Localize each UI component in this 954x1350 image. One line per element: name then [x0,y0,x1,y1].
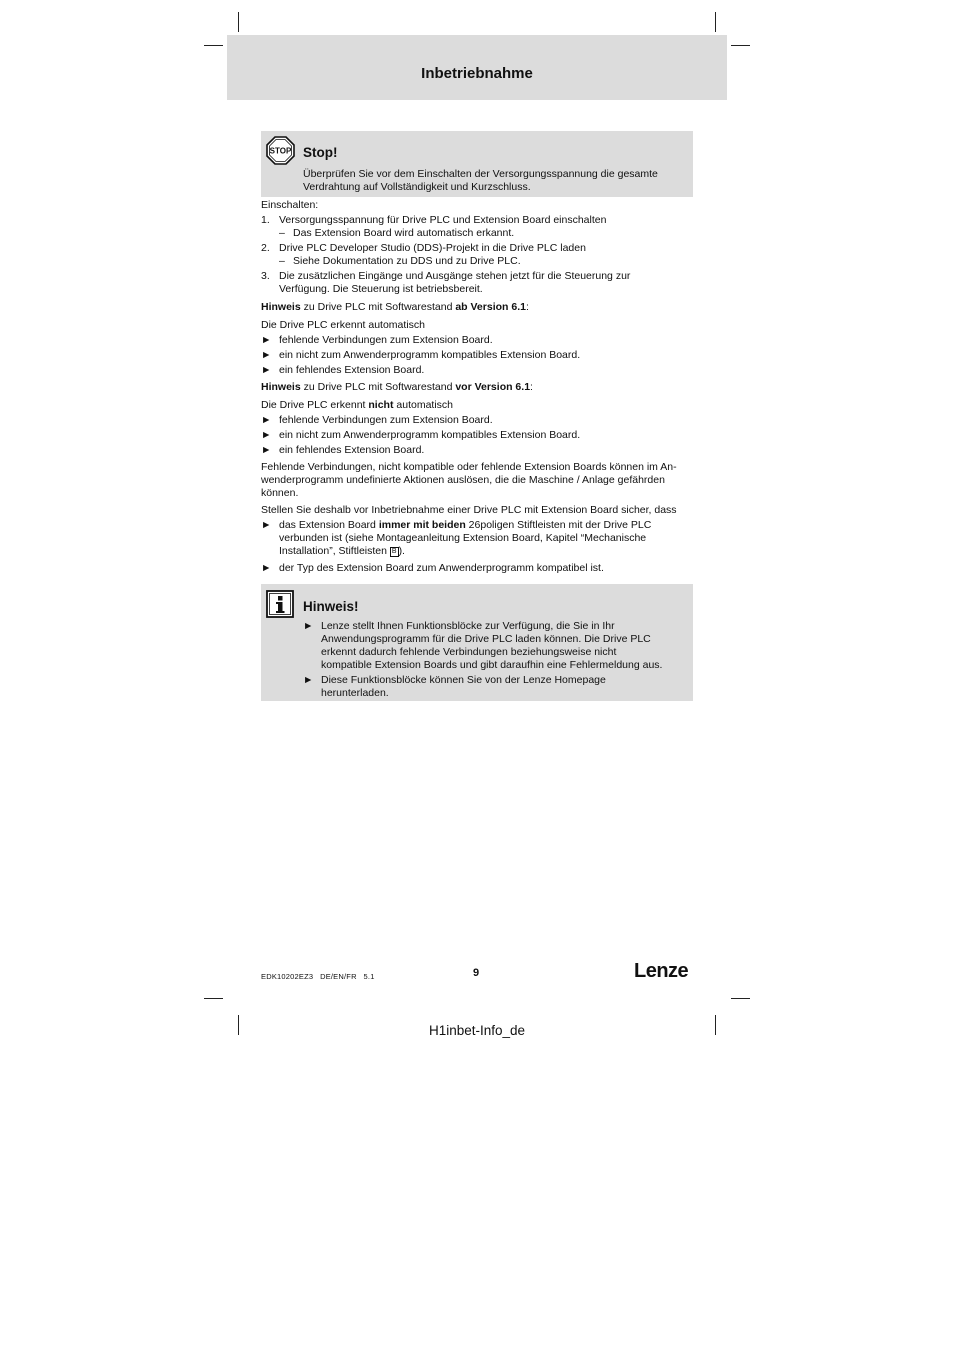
hint-vor-intro-bold: nicht [368,399,394,411]
step-text-line-2: Verfügung. Die Steuerung ist betriebsbereit. [279,283,483,295]
bullet-marker: ► [303,620,314,632]
stop-sign-icon [266,136,295,165]
crop-mark-top-left-h [204,45,223,46]
bullet-marker: ► [261,349,272,361]
list-item-text: fehlende Verbindungen zum Extension Board. [279,334,493,346]
hint-ab-bold-1: Hinweis [261,301,301,313]
step-text-line-1: Die zusätzlichen Eingänge und Ausgänge stehen jetzt für die Steuerung zur [279,270,631,282]
ensure-item-1-line-3: Installation”, Stiftleisten [279,545,390,557]
hint-vor-mid: zu Drive PLC mit Softwarestand [300,381,456,393]
list-item [303,620,683,672]
stop-warning-box [261,131,693,197]
info-item-1-line-3: erkennt dadurch fehlende Verbindungen beziehungsweise nicht [321,646,617,658]
stop-title: Stop! [303,145,338,160]
list-item-text: fehlende Verbindungen zum Extension Board. [279,414,493,426]
bullet-marker: ► [261,364,272,376]
step-text: Versorgungsspannung für Drive PLC und Extension Board einschalten [279,214,607,226]
step-2-sub [261,255,693,268]
step-number: 3. [261,270,270,282]
list-item-text: ein nicht zum Anwenderprogramm kompatibles Extension Board. [279,429,581,441]
warning-line-1: Fehlende Verbindungen, nicht kompatible oder fehlende Extension Boards können im An- [261,461,677,473]
list-item [261,364,693,377]
info-item-1-line-4: kompatible Extension Boards und gibt daraufhin eine Fehlermeldung aus. [321,659,663,671]
list-item-text: ein nicht zum Anwenderprogramm kompatibles Extension Board. [279,349,581,361]
info-icon [266,590,294,618]
list-item [261,429,693,442]
info-hint-box [261,584,693,701]
step-3 [261,270,693,296]
hint-ab-intro: Die Drive PLC erkennt automatisch [261,319,425,331]
chapter-header [227,35,727,100]
bullet-marker: ► [261,562,272,574]
hint-vor-end: : [530,381,533,393]
step-sub-text: Das Extension Board wird automatisch erkannt. [293,227,515,239]
hint-vor-intro-b: automatisch [393,399,453,411]
crop-mark-top-left-v [238,12,239,32]
bullet-marker: ► [261,519,272,531]
step-1-sub [261,227,693,240]
list-item-text: ein fehlendes Extension Board. [279,364,425,376]
list-item-text: ein fehlendes Extension Board. [279,444,425,456]
stop-text-line-1: Überprüfen Sie vor dem Einschalten der Versorgungsspannung die gesamte [303,168,658,180]
bullet-marker: ► [261,444,272,456]
info-item-1-line-1: Lenze stellt Ihnen Funktionsblöcke zur Verfügung, die Sie in Ihr [321,620,615,632]
stop-sign-text: STOP [269,146,292,156]
bullet-marker: ► [261,429,272,441]
crop-mark-bottom-right-h [731,998,750,999]
main-content [261,199,693,575]
list-item [261,519,693,558]
einschalten-label: Einschalten: [261,199,319,211]
lenze-logo: Lenze [634,960,689,982]
page-title: Inbetriebnahme [421,65,533,82]
warning-paragraph [261,461,693,500]
hint-vor-bold-2: vor Version 6.1 [455,381,531,393]
figure-ref-badge: B [391,548,397,555]
info-item-2-line-1: Diese Funktionsblöcke können Sie von der Lenze Homepage [321,674,606,686]
hint-ab-end: : [525,301,529,313]
ensure-item-1-b: 26poligen Stiftleisten mit der Drive PLC [465,519,652,531]
ensure-item-1-bold: immer mit beiden [378,519,466,531]
info-title: Hinweis! [303,599,359,614]
ensure-item-1-a: das Extension Board [279,519,379,531]
page-number: 9 [472,967,480,979]
document-code: EDK10202EZ3 DE/EN/FR 5.1 [261,972,375,981]
warning-line-2: wenderprogramm undefinierte Aktionen auslösen, die die Maschine / Anlage gefährden [261,474,665,486]
list-item [261,444,693,457]
dash-marker: – [279,227,285,239]
crop-mark-top-right-h [731,45,750,46]
hint-ab-version [261,301,693,314]
list-item-text: der Typ des Extension Board zum Anwenderprogramm kompatibel ist. [279,562,604,574]
crop-mark-top-right-v [715,12,716,32]
info-list [303,620,683,700]
stop-text-line-2: Verdrahtung auf Vollständigkeit und Kurzschluss. [303,181,531,193]
list-item [261,349,693,362]
step-2 [261,242,693,255]
bullet-marker: ► [303,674,314,686]
ensure-intro: Stellen Sie deshalb vor Inbetriebnahme einer Drive PLC mit Extension Board sicher, dass [261,504,677,516]
step-number: 2. [261,242,270,254]
dash-marker: – [279,255,285,267]
hint-vor-bold-1: Hinweis [261,381,301,393]
list-item [261,334,693,347]
crop-mark-bottom-left-h [204,998,223,999]
step-text: Drive PLC Developer Studio (DDS)-Projekt in die Drive PLC laden [279,242,586,254]
step-sub-text: Siehe Dokumentation zu DDS und zu Drive PLC. [293,255,521,267]
ensure-item-1-line-2: verbunden ist (siehe Montageanleitung Extension Board, Kapitel “Mechanische [279,532,647,544]
warning-line-3: können. [261,487,299,499]
hint-vor-intro-a: Die Drive PLC erkennt [261,399,369,411]
step-1 [261,214,693,227]
hint-ab-mid: zu Drive PLC mit Softwarestand [300,301,456,313]
info-item-1-line-2: Anwendungsprogramm für die Drive PLC laden können. Die Drive PLC [321,633,651,645]
hint-vor-version [261,381,693,394]
file-name-label: H1inbet-Info_de [428,1023,526,1038]
ensure-item-1-end: ). [398,545,405,557]
hint-ab-bold-2: ab Version 6.1 [455,301,526,313]
bullet-marker: ► [261,414,272,426]
list-item [303,674,683,700]
step-number: 1. [261,214,270,226]
list-item [261,414,693,427]
info-item-2-line-2: herunterladen. [321,687,389,699]
list-item [261,562,693,575]
hint-vor-intro [261,399,693,412]
bullet-marker: ► [261,334,272,346]
